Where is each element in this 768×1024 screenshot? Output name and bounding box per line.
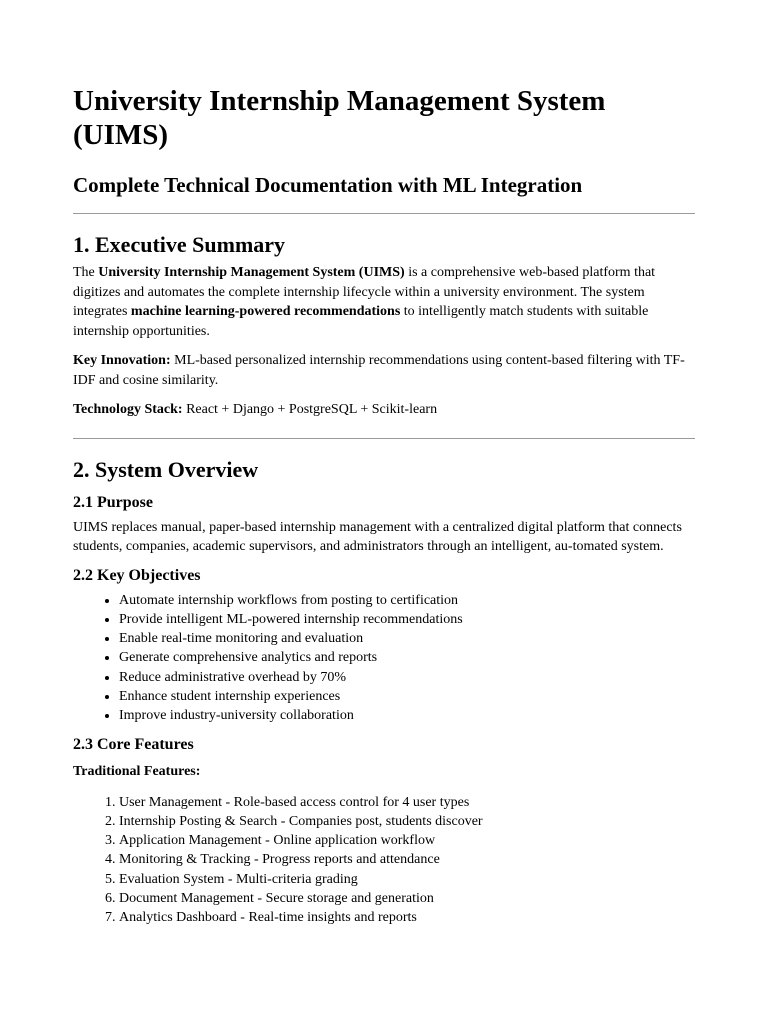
list-item: • Improve industry-university collaboration — [119, 706, 695, 725]
divider — [73, 213, 695, 214]
key-innovation-label: Key Innovation: — [73, 353, 171, 368]
executive-summary-paragraph: The University Internship Management System (UIMS) is a comprehensive web-based platform that digitizes and automates the complete internship lifecycle within a university environment. The system integrates machine learning-powered recommendations to intelligently match students with suitable internship opportunities. — [73, 265, 656, 339]
divider — [73, 438, 695, 439]
list-item: 1. User Management - Role-based access control for 4 user types — [119, 793, 695, 812]
list-item: • Automate internship workflows from posting to certification — [119, 591, 695, 610]
section-heading-system-overview: 2. System Overview — [73, 456, 259, 482]
technology-stack-label: Technology Stack: — [73, 402, 183, 417]
traditional-features-label: Traditional Features: — [73, 763, 201, 779]
list-item: 3. Application Management - Online application workflow — [119, 831, 695, 850]
list-item: 5. Evaluation System - Multi-criteria grading — [119, 870, 695, 889]
list-item: • Reduce administrative overhead by 70% — [119, 668, 695, 687]
ml-bold-term: machine learning-powered recommendations — [130, 304, 401, 319]
key-innovation-paragraph: Key Innovation: ML-based personalized internship recommendations using content-based filtering with TF-IDF and cosine similarity. — [73, 353, 685, 388]
subsection-heading-core-features: 2.3 Core Features — [73, 735, 194, 753]
list-item: 6. Document Management - Secure storage and generation — [119, 889, 695, 908]
list-item: • Enable real-time monitoring and evaluation — [119, 629, 695, 648]
technology-stack-paragraph: Technology Stack: React + Django + PostgreSQL + Scikit-learn — [73, 402, 438, 417]
list-item: • Generate comprehensive analytics and reports — [119, 648, 695, 667]
purpose-paragraph: UIMS replaces manual, paper-based internship management with a centralized digital platform that connects students, companies, academic supervisors, and administrators through an intelligent, au-tomated system. — [73, 519, 682, 554]
list-item: • Enhance student internship experiences — [119, 687, 695, 706]
document-title: University Internship Management System (UIMS) — [73, 85, 606, 151]
list-item: 7. Analytics Dashboard - Real-time insights and reports — [119, 908, 695, 927]
list-item: • Provide intelligent ML-powered internship recommendations — [119, 610, 695, 629]
uims-bold-term: University Internship Management System (UIMS) — [98, 265, 405, 280]
list-item: 2. Internship Posting & Search - Companies post, students discover — [119, 812, 695, 831]
subsection-heading-key-objectives: 2.2 Key Objectives — [73, 566, 201, 584]
document-subtitle: Complete Technical Documentation with ML Integration — [73, 173, 583, 197]
section-heading-executive-summary: 1. Executive Summary — [73, 232, 286, 257]
features-list — [73, 793, 695, 928]
objectives-list — [73, 591, 695, 726]
list-item: 4. Monitoring & Tracking - Progress reports and attendance — [119, 850, 695, 869]
subsection-heading-purpose: 2.1 Purpose — [73, 493, 153, 511]
